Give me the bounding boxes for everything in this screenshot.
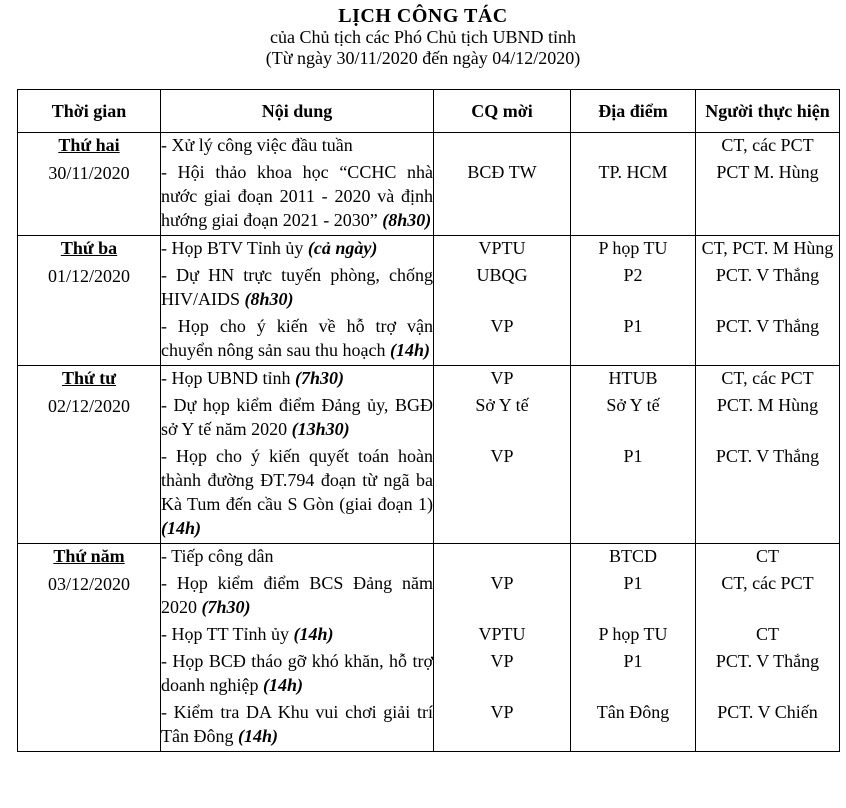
place-value: P1 — [623, 316, 643, 336]
table-row — [18, 544, 840, 752]
date-label: 01/12/2020 — [47, 266, 130, 286]
column-header-content: Nội dung — [161, 90, 434, 133]
agenda-item-time: (8h30) — [382, 210, 432, 230]
agenda-item-text: - Họp cho ý kiến về hỗ trợ vận chuyển nông sản sau thu hoạch — [161, 316, 433, 360]
cq-value: BCĐ TW — [467, 162, 537, 182]
agenda-item — [161, 649, 433, 697]
agenda-item-text: - Kiểm tra DA Khu vui chơi giải trí Tân Đông — [161, 702, 433, 746]
agenda-item-text: - Hội thảo khoa học “CCHC nhà nước giai đoạn 2011 - 2020 và định hướng giai đoạn 2021 - 2030” — [161, 162, 433, 230]
table-row — [18, 133, 840, 236]
place-cell — [571, 133, 696, 236]
table-row — [18, 366, 840, 544]
place-value: BTCD — [608, 546, 657, 566]
day-cell — [18, 366, 161, 544]
person-value: PCT. V Thắng — [715, 265, 820, 285]
content-cell — [161, 544, 434, 752]
person-value: CT, các PCT — [721, 573, 814, 593]
weekday-label: Thứ năm — [53, 546, 125, 566]
table-row — [18, 236, 840, 366]
cq-value: VPTU — [478, 238, 526, 258]
date-label: 03/12/2020 — [47, 574, 130, 594]
place-value: HTUB — [608, 368, 658, 388]
agenda-item-text: - Họp kiểm điểm BCS Đảng năm 2020 — [161, 573, 433, 617]
day-cell — [18, 544, 161, 752]
agenda-item-time: (14h) — [262, 675, 303, 695]
place-value: Sở Y tế — [606, 395, 660, 415]
schedule-body — [18, 133, 840, 752]
person-value: CT, các PCT — [721, 368, 814, 388]
person-value: PCT. V Chiến — [717, 702, 818, 722]
person-value: PCT. M Hùng — [716, 395, 819, 415]
date-label: 30/11/2020 — [48, 163, 130, 183]
agenda-item-text: - Họp BCĐ tháo gỡ khó khăn, hỗ trợ doanh nghiệp — [161, 651, 433, 695]
agenda-item-time: (7h30) — [295, 368, 344, 388]
agenda-item — [161, 622, 433, 646]
agenda-item-text: - Họp BTV Tỉnh ủy — [161, 238, 304, 258]
agenda-item-time: (14h) — [237, 726, 278, 746]
place-value: P1 — [623, 651, 643, 671]
day-cell — [18, 236, 161, 366]
content-cell — [161, 236, 434, 366]
agenda-item — [161, 236, 433, 260]
person-value: CT — [755, 624, 779, 644]
cq-value: UBQG — [476, 265, 528, 285]
person-cell — [696, 544, 840, 752]
agenda-item-text: - Tiếp công dân — [161, 546, 274, 566]
cq-value: VP — [490, 573, 514, 593]
table-header-row — [18, 90, 840, 133]
agenda-item — [161, 314, 433, 362]
content-cell — [161, 366, 434, 544]
agenda-item — [161, 366, 433, 390]
cq-value: VP — [490, 702, 514, 722]
cq-value: VP — [490, 368, 514, 388]
agenda-item-time: (7h30) — [201, 597, 251, 617]
column-header-time: Thời gian — [18, 90, 161, 133]
content-cell — [161, 133, 434, 236]
place-value: P họp TU — [598, 238, 668, 258]
agenda-item-time: (14h) — [389, 340, 430, 360]
place-cell — [571, 236, 696, 366]
place-value: TP. HCM — [598, 162, 668, 182]
place-value: P họp TU — [598, 624, 668, 644]
cq-cell — [434, 366, 571, 544]
agenda-item — [161, 393, 433, 441]
person-value: CT — [755, 546, 779, 566]
place-cell — [571, 366, 696, 544]
cq-cell — [434, 544, 571, 752]
cq-value: Sở Y tế — [475, 395, 529, 415]
agenda-item-text: - Xử lý công việc đầu tuần — [161, 135, 353, 155]
cq-value: VP — [490, 446, 514, 466]
agenda-item — [161, 444, 433, 540]
agenda-item-time: (cả ngày) — [307, 238, 378, 258]
agenda-item-text: - Họp cho ý kiến quyết toán hoàn thành đường ĐT.794 đoạn từ ngã ba Kà Tum đến cầu S Gòn (giai đoạn 1) — [161, 446, 433, 514]
agenda-item-time: (14h) — [161, 518, 201, 538]
place-value: P2 — [623, 265, 643, 285]
column-header-place: Địa điểm — [571, 90, 696, 133]
place-value: P1 — [623, 573, 643, 593]
date-range: (Từ ngày 30/11/2020 đến ngày 04/12/2020) — [265, 48, 581, 68]
cq-value: VP — [490, 651, 514, 671]
page-subtitle: của Chủ tịch các Phó Chủ tịch UBND tỉnh — [270, 27, 576, 47]
cq-value: VP — [490, 316, 514, 336]
person-cell — [696, 236, 840, 366]
place-value: Tân Đông — [596, 702, 670, 722]
agenda-item-time: (13h30) — [291, 419, 350, 439]
agenda-item — [161, 133, 433, 157]
agenda-item-text: - Dự HN trực tuyến phòng, chống HIV/AIDS — [161, 265, 433, 309]
agenda-item — [161, 544, 433, 568]
person-value: PCT M. Hùng — [716, 162, 819, 182]
agenda-item-text: - Họp UBND tỉnh — [161, 368, 291, 388]
agenda-item — [161, 263, 433, 311]
cq-value: VPTU — [478, 624, 526, 644]
day-cell — [18, 133, 161, 236]
schedule-table — [17, 89, 840, 752]
person-cell — [696, 366, 840, 544]
place-value: P1 — [623, 446, 643, 466]
weekday-label: Thứ ba — [60, 238, 118, 258]
weekday-label: Thứ tư — [61, 368, 117, 388]
column-header-person: Người thực hiện — [696, 90, 840, 133]
agenda-item-time: (8h30) — [244, 289, 294, 309]
column-header-cq: CQ mời — [434, 90, 571, 133]
agenda-item-text: - Dự họp kiểm điểm Đảng ủy, BGĐ sở Y tế năm 2020 — [161, 395, 433, 439]
person-value: CT, PCT. M Hùng — [701, 238, 834, 258]
person-value: PCT. V Thắng — [715, 316, 820, 336]
person-cell — [696, 133, 840, 236]
place-cell — [571, 544, 696, 752]
date-label: 02/12/2020 — [47, 396, 130, 416]
agenda-item-text: - Họp TT Tỉnh ủy — [161, 624, 290, 644]
weekday-label: Thứ hai — [58, 135, 120, 155]
agenda-item — [161, 571, 433, 619]
agenda-item — [161, 700, 433, 748]
agenda-item — [161, 160, 433, 232]
agenda-item-time: (14h) — [293, 624, 334, 644]
person-value: PCT. V Thắng — [715, 446, 820, 466]
page-title: LỊCH CÔNG TÁC — [338, 5, 508, 27]
person-value: CT, các PCT — [721, 135, 814, 155]
person-value: PCT. V Thắng — [715, 651, 820, 671]
cq-cell — [434, 236, 571, 366]
cq-cell — [434, 133, 571, 236]
